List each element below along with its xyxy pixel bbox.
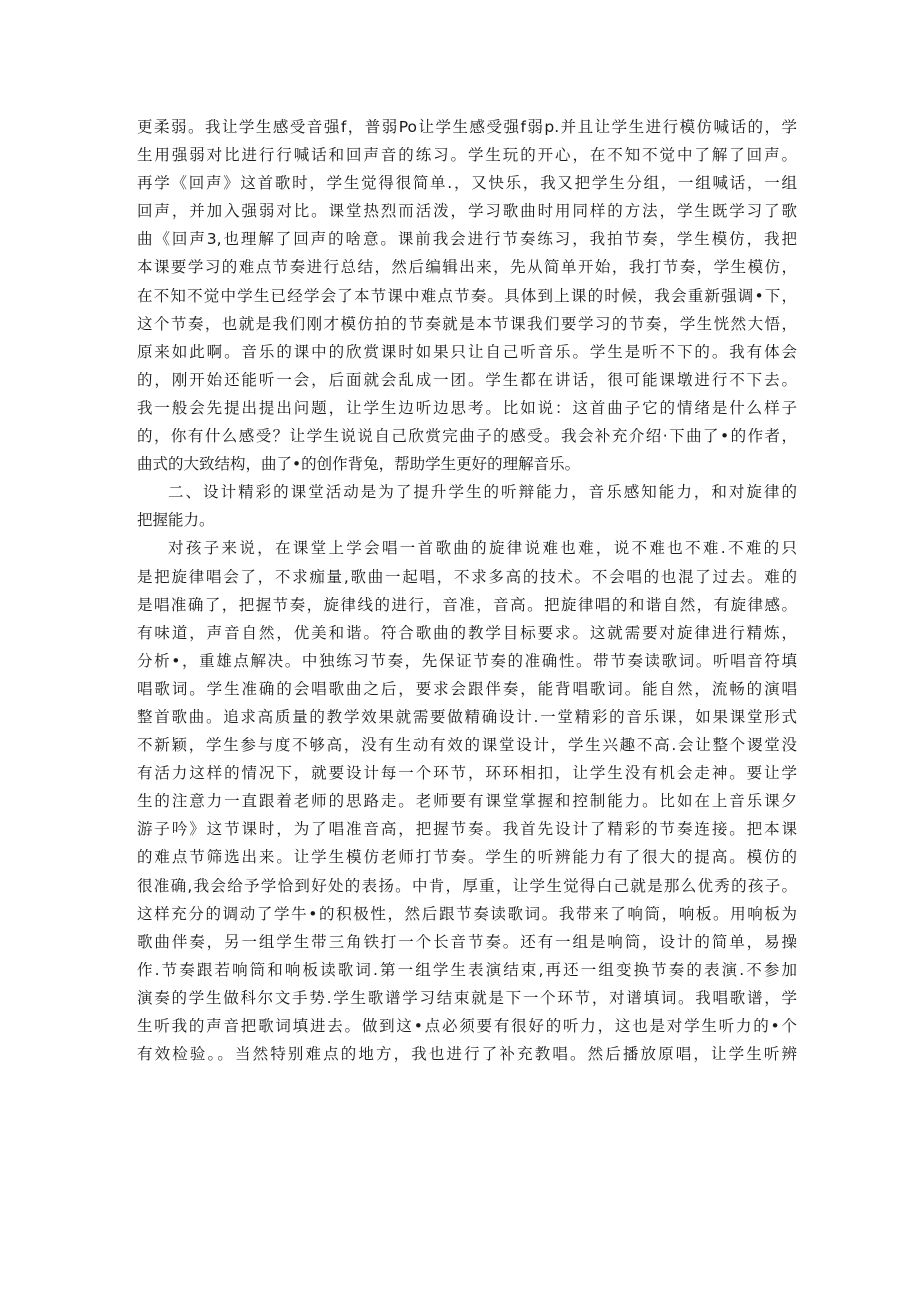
text-line: 这样充分的调动了学牛•的积极性，然后跟节奏读歌词。我带来了响筒，响板。用响板为 (137, 904, 797, 923)
text-line: 把握能力。 (137, 511, 215, 530)
text-line: 原来如此啊。音乐的课中的欣赏课时如果只让自己听音乐。学生是听不下的。我有体会 (137, 342, 797, 361)
text-line: 的难点节筛选出来。让学生模仿老师打节奏。学生的听辨能力有了很大的提高。模仿的 (137, 848, 797, 867)
text-line: 曲式的大致结构，曲了•的创作背兔，帮助学生更好的理解音乐。 (137, 455, 581, 474)
text-line: 不新颖，学生参与度不够高，没有生动有效的课堂设计，学生兴趣不高.会让整个谡堂没 (137, 736, 797, 755)
paragraph-2-heading (137, 478, 797, 534)
text-line: 的，刚开始还能听一会，后面就会乱成一团。学生都在讲话，很可能课墩进行不下去。 (137, 370, 797, 389)
text-line: 分析•，重雄点解决。中独练习节奏，先保证节奏的准确性。带节奏读歌词。听唱音符填 (137, 651, 797, 670)
text-line: 在不知不觉中学生已经学会了本节课中难点节奏。具体到上课的时候，我会重新强调•下， (137, 286, 797, 305)
text-line: 生听我的声音把歌词填进去。做到这•点必须要有很好的听力，这也是对学生听力的•个 (137, 1017, 797, 1035)
text-line: 我一般会先提出提出问题，让学生边听边思考。比如说：这首曲子它的情绪是什么样子 (137, 398, 797, 417)
text-line: 回声，并加入强弱对比。课堂热烈而活泼，学习歌曲时用同样的方法，学生既学习了歌 (137, 202, 797, 221)
text-line: 再学《回声》这首歌时，学生觉得很简单.，又快乐，我又把学生分组，一组喊话，一组 (137, 174, 797, 193)
text-line: 生的注意力一直跟着老师的思路走。老师要有课堂掌握和控制能力。比如在上音乐课夕 (137, 792, 797, 811)
text-line: 曲《回声3,也理解了回声的啥意。课前我会进行节奏练习，我拍节奏，学生模仿，我把 (137, 230, 797, 249)
text-line: 有活力这样的情况下，就要设计每一个环节，环环相扣，让学生没有机会走神。要让学 (137, 764, 797, 783)
text-line: 的，你有什么感受？让学生说说自己欣赏完曲子的感受。我会补充介绍·下曲了•的作者， (137, 427, 797, 446)
text-line: 更柔弱。我让学生感受音强f，普弱Po让学生感受强f弱p.并且让学生进行模仿喊话的，学 (137, 118, 797, 136)
paragraph-3 (137, 534, 797, 1068)
text-line: 是唱准确了，把握节奏，旋律线的进行，音准，音高。把旋律唱的和谐自然，有旋律感。 (137, 595, 797, 614)
text-line: 生用强弱对比进行行喊话和回声音的练习。学生玩的开心，在不知不觉中了解了回声。 (137, 146, 797, 165)
text-line: 是把旋律唱会了，不求痂量,歌曲一起唱，不求多高的技术。不会唱的也混了过去。难的 (137, 567, 797, 586)
text-line: 很准确,我会给予学恰到好处的表扬。中肯，厚重，让学生觉得白己就是那么优秀的孩子。 (137, 876, 797, 895)
text-line: 演奏的学生做科尔文手势.学生歌谱学习结束就是下一个环节，对谱填词。我唱歌谱，学 (137, 988, 797, 1007)
text-line: 作.节奏跟若响筒和响板读歌词.第一组学生表演结束,再还一组变换节奏的表演.不参加 (137, 960, 797, 979)
text-line: 歌曲伴奏，另一组学生带三角铁打一个长音节奏。还有一组是响筒，设计的简单，易操 (137, 932, 797, 951)
text-line: 本课要学习的难点节奏进行总结，然后编辑出来，先从简单开始，我打节奏，学生模仿， (137, 258, 797, 277)
document-page (137, 113, 797, 1068)
text-line: 整首歌曲。追求高质量的教学效果就需要做精确设计.一堂精彩的音乐课，如果课堂形式 (137, 707, 797, 726)
text-line: 游子吟》这节课时，为了唱准音高，把握节奏。我首先设计了精彩的节奏连接。把本课 (137, 820, 797, 839)
paragraph-1 (137, 113, 797, 478)
text-line: 这个节奏，也就是我们刚才模仿拍的节奏就是本节课我们要学习的节奏，学生恍然大悟， (137, 314, 797, 333)
text-line: 有味道，声音自然，优美和谐。符合歌曲的教学目标要求。这就需要对旋律进行精炼， (137, 623, 797, 642)
text-line: 有效检验。。当然特别难点的地方，我也进行了补充教唱。然后播放原唱，让学生听辨 (137, 1045, 797, 1064)
text-line: 唱歌词。学生准确的会唱歌曲之后，要求会跟伴奏，能背唱歌词。能自然，流畅的演唱 (137, 679, 797, 698)
text-line: 对孩子来说，在课堂上学会唱一首歌曲的旋律说难也难，说不难也不难.不难的只 (168, 539, 797, 558)
text-line: 二、设计精彩的课堂活动是为了提升学生的听辩能力，音乐感知能力，和对旋律的 (168, 483, 797, 502)
